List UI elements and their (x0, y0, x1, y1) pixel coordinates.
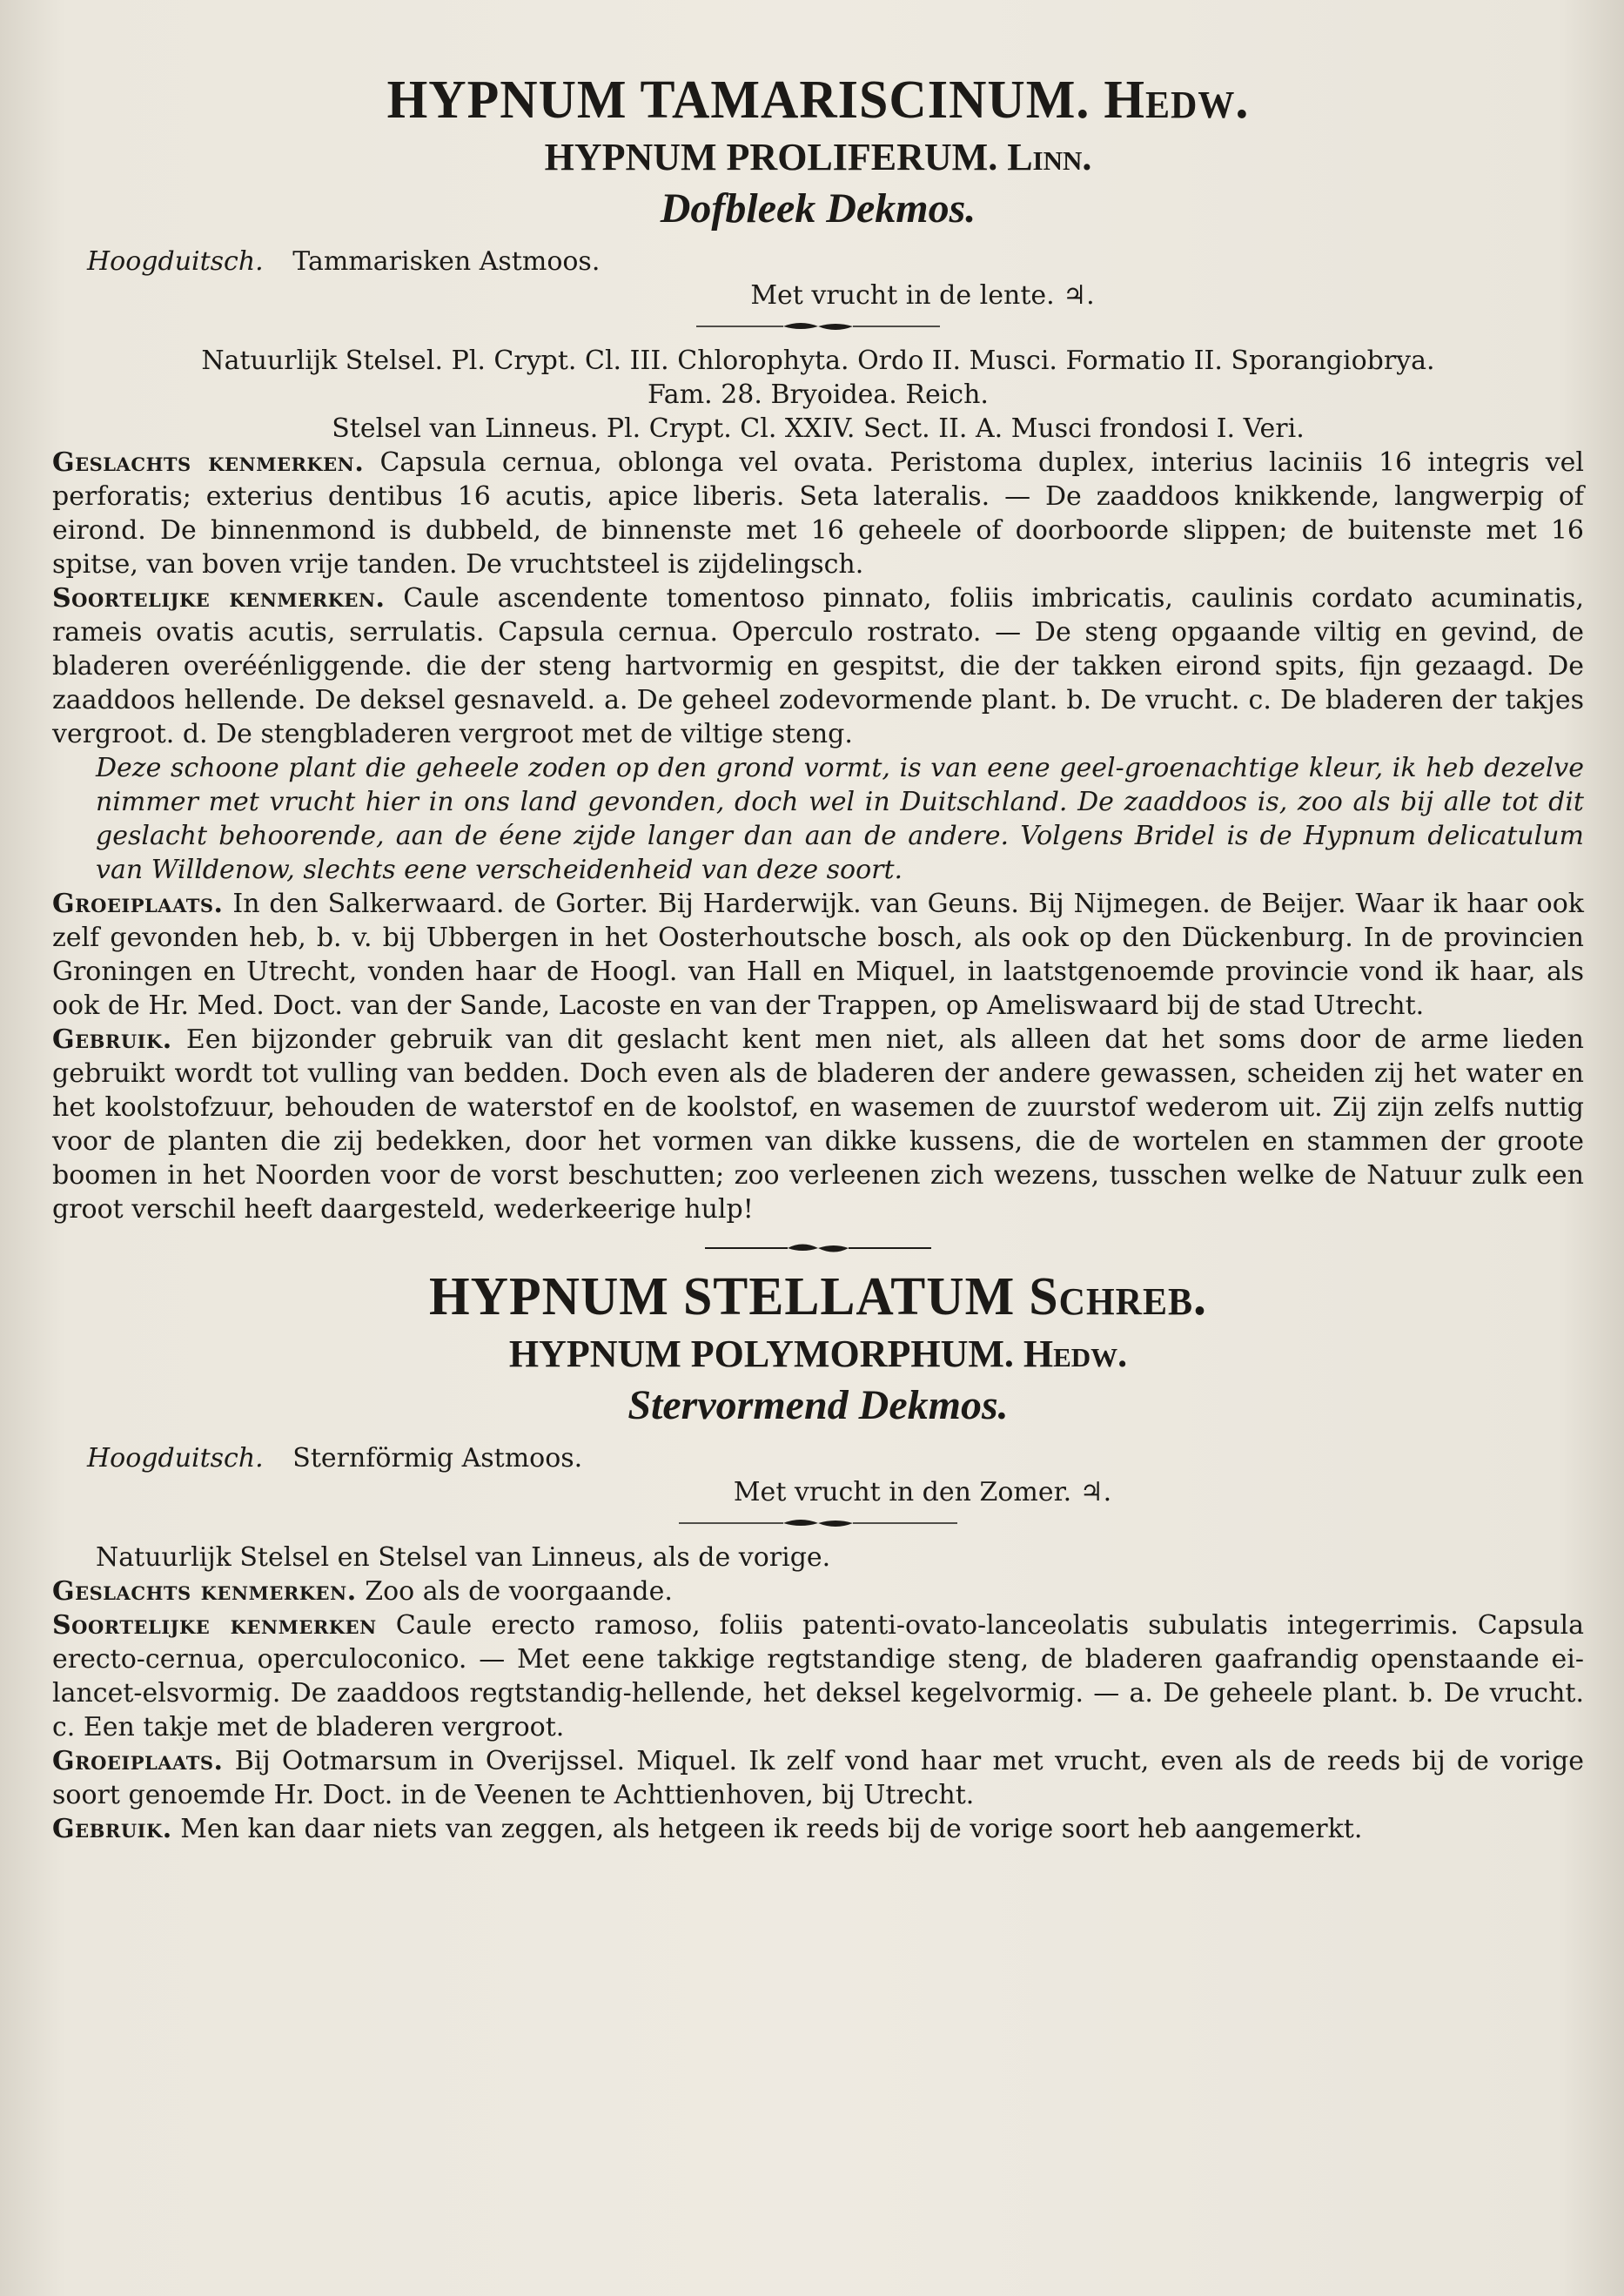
species-characters-2 (52, 1608, 1584, 1744)
german-name (52, 245, 1584, 279)
usage-label: Gebruik. (52, 1024, 172, 1055)
species-characters (52, 581, 1584, 751)
natural-system-line-1: Natuurlijk Stelsel. Pl. Crypt. Cl. III. Chlorophyta. Ordo II. Musci. Formatio II. Sporangiobrya. (201, 346, 1435, 376)
usage-text: Een bijzonder gebruik van dit geslacht kent men niet, als alleen dat het soms door de arme lieden gebruikt wordt tot vulling van bedden. Doch even als de bladeren der andere gewassen, scheiden zij het water en het koolstofzuur, behouden de waterstof en de koolstof, en wasemen de zuurstof wederom uit. Zij zijn zelfs nuttig voor de planten die zij bedekken, door het vormen van dikke kussens, die de wortelen en stammen der groote boomen in het Noorden voor de vorst beschutten; zoo verleenen zich wezens, tusschen welke de Natuur zulk een groot verschil heeft daargesteld, wederkeerige hulp! (52, 1024, 1584, 1225)
species-characters-text: Caule ascendente tomentoso pinnato, foliis imbricatis, caulinis cordato acuminatis, rameis ovatis acutis, serrulatis. Capsula cernua. Operculo rostrato. — De steng opgaande viltig en gevind, de bladeren overéénliggende. die der steng hartvormig en gespitst, die der takken eirond spits, fijn gezaagd. De zaaddoos hellende. De deksel gesnaveld. a. De geheel zodevormende plant. b. De vrucht. c. De bladeren der takjes vergroot. d. De stengbladeren vergroot met de viltige steng. (52, 583, 1584, 749)
usage-text-2: Men kan daar niets van zeggen, als hetgeen ik reeds bij de vorige soort heb aangemerkt. (180, 1814, 1363, 1844)
german-name-2 (52, 1441, 1584, 1475)
species-author: Hedw. (1104, 69, 1250, 130)
fruit-season: Met vrucht in de lente. ♃. (750, 280, 1095, 311)
genus-characters-label: Geslachts kenmerken. (52, 447, 365, 478)
german-label: Hoogduitsch. (87, 246, 264, 277)
habitat-2 (52, 1744, 1584, 1812)
synonym-name: HYPNUM PROLIFERUM. (544, 136, 998, 178)
species-name-2: HYPNUM STELLATUM (429, 1265, 1016, 1326)
synonym-name-2: HYPNUM POLYMORPHUM. (508, 1333, 1014, 1375)
german-value: Tammarisken Astmoos. (292, 246, 601, 277)
genus-characters-2 (52, 1574, 1584, 1608)
species-name: HYPNUM TAMARISCINUM. (386, 69, 1090, 130)
german-label-2: Hoogduitsch. (87, 1443, 264, 1474)
habitat-text-2: Bij Ootmarsum in Overijssel. Miquel. Ik zelf vond haar met vrucht, even als de reeds bij de vorige soort genoemde Hr. Doct. in de Veenen te Achttienhoven, bij Utrecht. (52, 1746, 1584, 1810)
usage-2 (52, 1812, 1584, 1846)
species-title (52, 68, 1584, 131)
species-author-2: Schreb. (1029, 1265, 1207, 1326)
synonym-author: Linn. (1007, 136, 1092, 178)
genus-characters (52, 446, 1584, 581)
genus-characters-text-2: Zoo als de voorgaande. (365, 1576, 673, 1607)
habitat (52, 887, 1584, 1023)
habitat-label-2: Groeiplaats. (52, 1746, 224, 1776)
ornament-divider-2 (679, 1516, 957, 1530)
linnaeus-system-line: Stelsel van Linneus. Pl. Crypt. Cl. XXIV. Sect. II. A. Musci frondosi I. Veri. (332, 413, 1305, 444)
dutch-name: Dofbleek Dekmos. (660, 185, 976, 232)
species-title-2 (52, 1265, 1584, 1327)
species-characters-label-2: Soortelijke kenmerken (52, 1610, 377, 1641)
habitat-text: In den Salkerwaard. de Gorter. Bij Harderwijk. van Geuns. Bij Nijmegen. de Beijer. Waar ik haar ook zelf gevonden heb, b. v. bij Ubbergen in het Oosterhoutsche bosch, als ook op den Dückenburg. In de provincien Groningen en Utrecht, vonden haar de Hoogl. van Hall en Miquel, in laatstgenoemde provincie vond ik haar, als ook de Hr. Med. Doct. van der Sande, Lacoste en van der Trappen, op Ameliswaard bij de stad Utrecht. (52, 889, 1584, 1021)
fruit-season-2: Met vrucht in den Zomer. ♃. (733, 1477, 1112, 1507)
synonym-title (52, 135, 1584, 179)
natural-system-line-2: Fam. 28. Bryoidea. Reich. (648, 379, 989, 410)
habitat-label: Groeiplaats. (52, 889, 224, 919)
ornament-divider (696, 319, 940, 333)
section-divider (705, 1240, 931, 1256)
synonym-title-2 (52, 1332, 1584, 1376)
natural-system-2: Natuurlijk Stelsel en Stelsel van Linneus, als de vorige. (96, 1542, 831, 1573)
species-characters-text-2: Caule erecto ramoso, foliis patenti-ovato-lanceolatis subulatis integerrimis. Capsula erecto-cernua, operculoconico. — Met eene takkige regtstandige steng, de bladeren gaafrandig openstaande ei-lancet-elsvormig. De zaaddoos regtstandig-hellende, het deksel kegelvormig. — a. De geheele plant. b. De vrucht. c. Een takje met de bladeren vergroot. (52, 1610, 1584, 1742)
content (52, 70, 1584, 1846)
german-value-2: Sternförmig Astmoos. (292, 1443, 583, 1474)
author-note: Deze schoone plant die geheele zoden op den grond vormt, is van eene geel-groenachtige kleur, ik heb dezelve nimmer met vrucht hier in ons land gevonden, doch wel in Duitschland. De zaaddoos is, zoo als bij alle tot dit geslacht behoorende, aan de éene zijde langer dan aan de andere. Volgens Bridel is de Hypnum delicatulum van Willdenow, slechts eene verscheidenheid van deze soort. (96, 753, 1584, 885)
genus-characters-text: Capsula cernua, oblonga vel ovata. Peristoma duplex, interius laciniis 16 integris vel perforatis; exterius dentibus 16 acutis, apice liberis. Seta lateralis. — De zaaddoos knikkende, langwerpig of eirond. De binnenmond is dubbeld, de binnenste met 16 geheele of doorboorde slippen; de buitenste met 16 spitse, van boven vrije tanden. De vruchtsteel is zijdelingsch. (52, 447, 1584, 580)
genus-characters-label-2: Geslachts kenmerken. (52, 1576, 357, 1607)
dutch-name-2: Stervormend Dekmos. (627, 1382, 1009, 1428)
usage-label-2: Gebruik. (52, 1814, 172, 1844)
species-characters-label: Soortelijke kenmerken. (52, 583, 386, 614)
synonym-author-2: Hedw. (1023, 1333, 1128, 1375)
usage (52, 1023, 1584, 1226)
